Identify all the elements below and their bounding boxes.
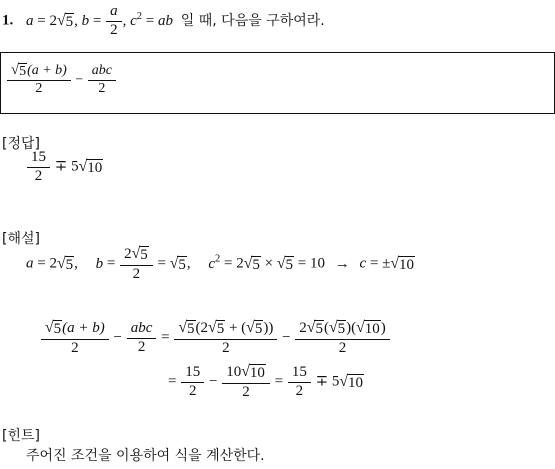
- problem-number: 1.: [2, 12, 14, 29]
- hint-text: 주어진 조건을 이용하여 식을 계산한다.: [26, 448, 265, 464]
- fraction: $\frac{a}{2}$: [108, 4, 120, 39]
- hint-header: [힌트]: [2, 428, 40, 444]
- sqrt: √ 5: [57, 11, 74, 30]
- solution-line-2: √ 5 (a + b) 2 − $\frac{\text{abc}}{2}$ = √ 5 (2 √ 5 + ( √ 5 )) 2 − 2 √ 5 ( √ 5 )( √ 10 ) 2: [40, 320, 391, 356]
- solution-line-3: = $\frac{15}{2}$ − 10 √ 10 2 = $\frac{15}{2}$ ∓ 5 √ 10: [168, 363, 364, 400]
- problem-statement: 1. a = 2 √ 5 , b = $\frac{a}{2}$ , $c^2$ = ab 일 때, 다음을 구하여라.: [2, 3, 325, 38]
- fraction: $\frac{15}{2}$: [29, 150, 48, 185]
- solution-header: [해설]: [2, 231, 40, 247]
- answer-header: [정답]: [2, 136, 40, 152]
- fraction: √ 5 (a + b) 2: [43, 320, 107, 356]
- fraction: √ 5 (2 √ 5 + ( √ 5 )) 2: [176, 320, 275, 356]
- fraction: $\frac{\text{abc}}{2}$: [90, 64, 114, 96]
- fraction: $\frac{15}{2}$: [290, 365, 309, 400]
- fraction: 10 √ 10 2: [224, 364, 268, 400]
- solution-line-1: a = 2 √ 5 , b = 2 √ 5 2 = √ 5 , $c^2 = 2$ √ 5 × √ 5 = 10 → c = ± √ 10: [26, 245, 415, 282]
- answer-value: $\frac{15}{2}$ ∓ 5 √ 10: [26, 150, 103, 185]
- fraction: 2 √ 5 ( √ 5 )( √ 10 ) 2: [297, 320, 387, 356]
- expression: √ 5 (a + b) 2 − $\frac{\text{abc}}{2}$: [6, 63, 117, 97]
- fraction: √ 5 (a + b) 2: [9, 63, 69, 97]
- fraction: $\frac{\text{abc}}{2}$: [129, 321, 155, 356]
- fraction: $\frac{15}{2}$: [183, 365, 202, 400]
- problem-text: 일 때, 다음을 구하여라.: [180, 12, 325, 29]
- fraction: 2 √ 5 2: [122, 246, 151, 282]
